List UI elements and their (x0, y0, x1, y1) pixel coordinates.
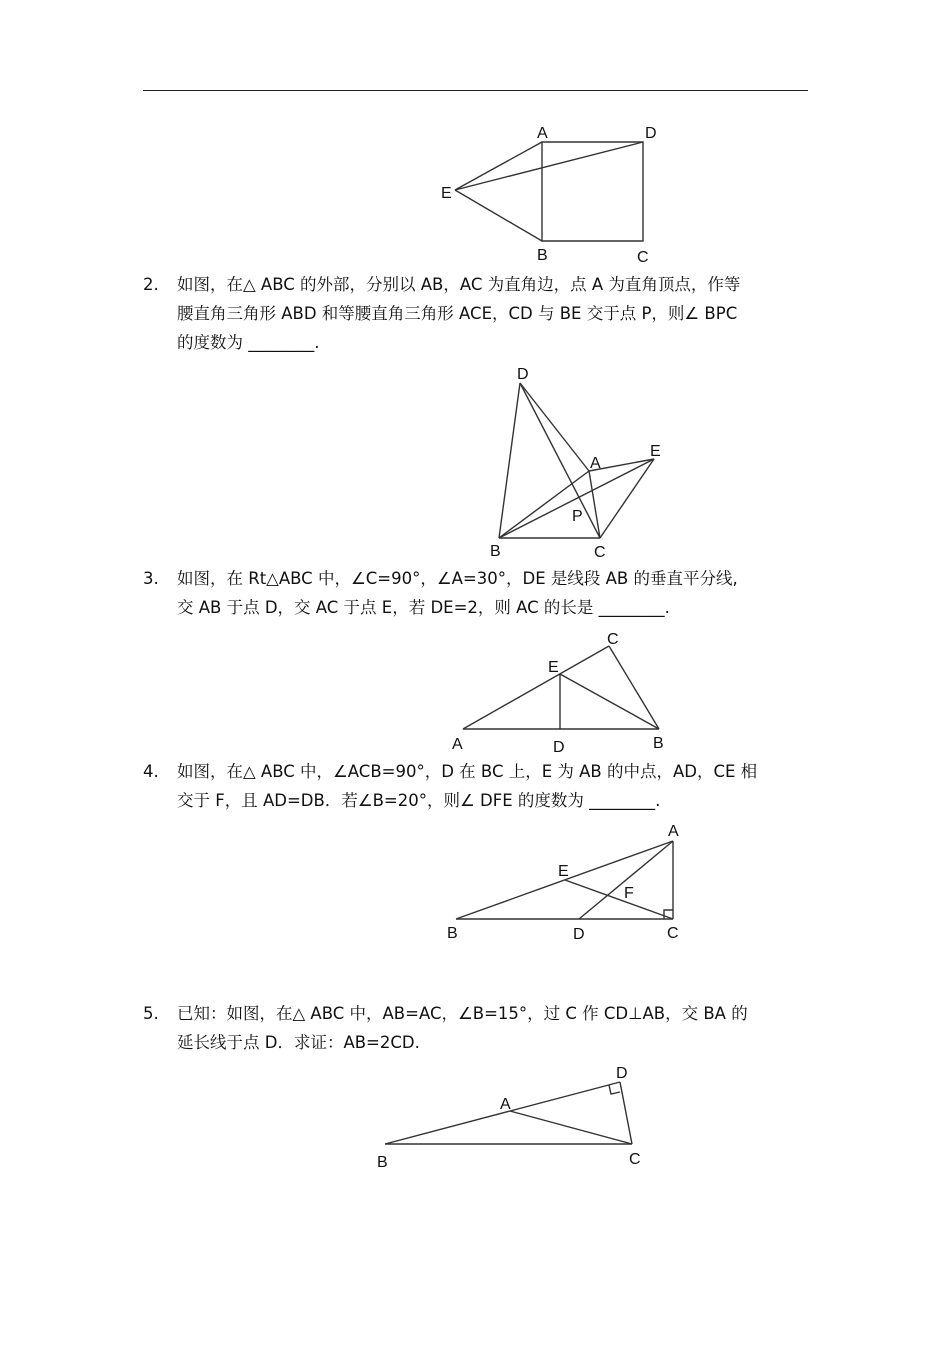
label-c: C (629, 1151, 641, 1168)
problem-2 (143, 270, 813, 357)
label-a: A (452, 736, 463, 753)
problem-text (177, 270, 813, 357)
problem-line: 如图，在△ ABC 中，∠ACB=90°，D 在 BC 上，E 为 AB 的中点，AD，CE 相 (177, 762, 758, 781)
figure-2 (490, 366, 661, 561)
label-c: C (607, 631, 619, 648)
label-e: E (548, 659, 559, 676)
figure-5 (377, 1065, 641, 1171)
label-d: D (553, 739, 565, 756)
label-c: C (637, 249, 649, 266)
segment-ba (499, 471, 589, 538)
problem-line: 如图，在 Rt△ABC 中，∠C=90°，∠A=30°，DE 是线段 AB 的垂直平分线, (177, 569, 738, 588)
segment-eb (560, 674, 659, 729)
label-c: C (667, 925, 679, 942)
label-d: D (517, 366, 529, 383)
problem-number: 3. (143, 569, 159, 588)
label-d: D (616, 1065, 628, 1082)
label-e: E (558, 863, 569, 880)
segment-dc (620, 1082, 632, 1144)
label-b: B (537, 247, 548, 264)
label-a: A (668, 823, 679, 840)
label-d: D (645, 125, 657, 142)
figure-3 (452, 631, 664, 756)
label-e: E (441, 185, 452, 202)
problem-line: 延长线于点 D．求证：AB=2CD. (177, 1033, 420, 1052)
segment-dc (520, 383, 600, 538)
problem-text (177, 564, 813, 622)
segment-ec (600, 459, 654, 538)
figure-1 (441, 125, 657, 266)
problem-line: 如图，在△ ABC 的外部，分别以 AB，AC 为直角边，点 A 为直角顶点，作等 (177, 275, 741, 294)
label-b: B (447, 925, 458, 942)
segment-db (499, 383, 520, 538)
problem-line: 的度数为 ________. (177, 333, 320, 352)
segment-da (579, 841, 673, 919)
label-c: C (594, 544, 606, 561)
label-a: A (590, 455, 601, 472)
right-angle-mark-d (609, 1085, 620, 1094)
problem-number: 2. (143, 275, 159, 294)
problem-text (177, 757, 813, 815)
figure-4 (447, 823, 679, 943)
problem-number: 5. (143, 1004, 159, 1023)
problem-number: 4. (143, 762, 159, 781)
segment-ed (455, 142, 643, 190)
segment-da (520, 383, 589, 471)
label-p: P (572, 508, 583, 525)
label-a: A (537, 125, 548, 142)
label-e: E (650, 443, 661, 460)
problem-4 (143, 757, 813, 815)
square-abcd (542, 142, 643, 241)
label-d: D (573, 926, 585, 943)
problem-line: 腰直角三角形 ABD 和等腰直角三角形 ACE，CD 与 BE 交于点 P，则∠ BPC (177, 304, 738, 323)
segment-ea (455, 142, 542, 190)
segment-be (499, 459, 654, 538)
segment-ac (463, 646, 609, 729)
segment-bd (385, 1082, 620, 1144)
problem-text (177, 999, 813, 1057)
problem-line: 已知：如图，在△ ABC 中，AB=AC，∠B=15°，过 C 作 CD⊥AB，交 BA 的 (177, 1004, 748, 1023)
problem-5 (143, 999, 813, 1057)
segment-eb (455, 190, 542, 241)
label-a: A (500, 1096, 511, 1113)
problem-3 (143, 564, 813, 622)
segment-ac (510, 1111, 632, 1144)
label-b: B (490, 543, 501, 560)
label-b: B (653, 735, 664, 752)
segment-cb (609, 646, 659, 729)
problem-line: 交 AB 于点 D，交 AC 于点 E，若 DE=2，则 AC 的长是 ________. (177, 598, 670, 617)
label-b: B (377, 1154, 388, 1171)
label-f: F (624, 885, 634, 902)
problem-line: 交于 F，且 AD=DB．若∠B=20°，则∠ DFE 的度数为 ________. (177, 791, 661, 810)
